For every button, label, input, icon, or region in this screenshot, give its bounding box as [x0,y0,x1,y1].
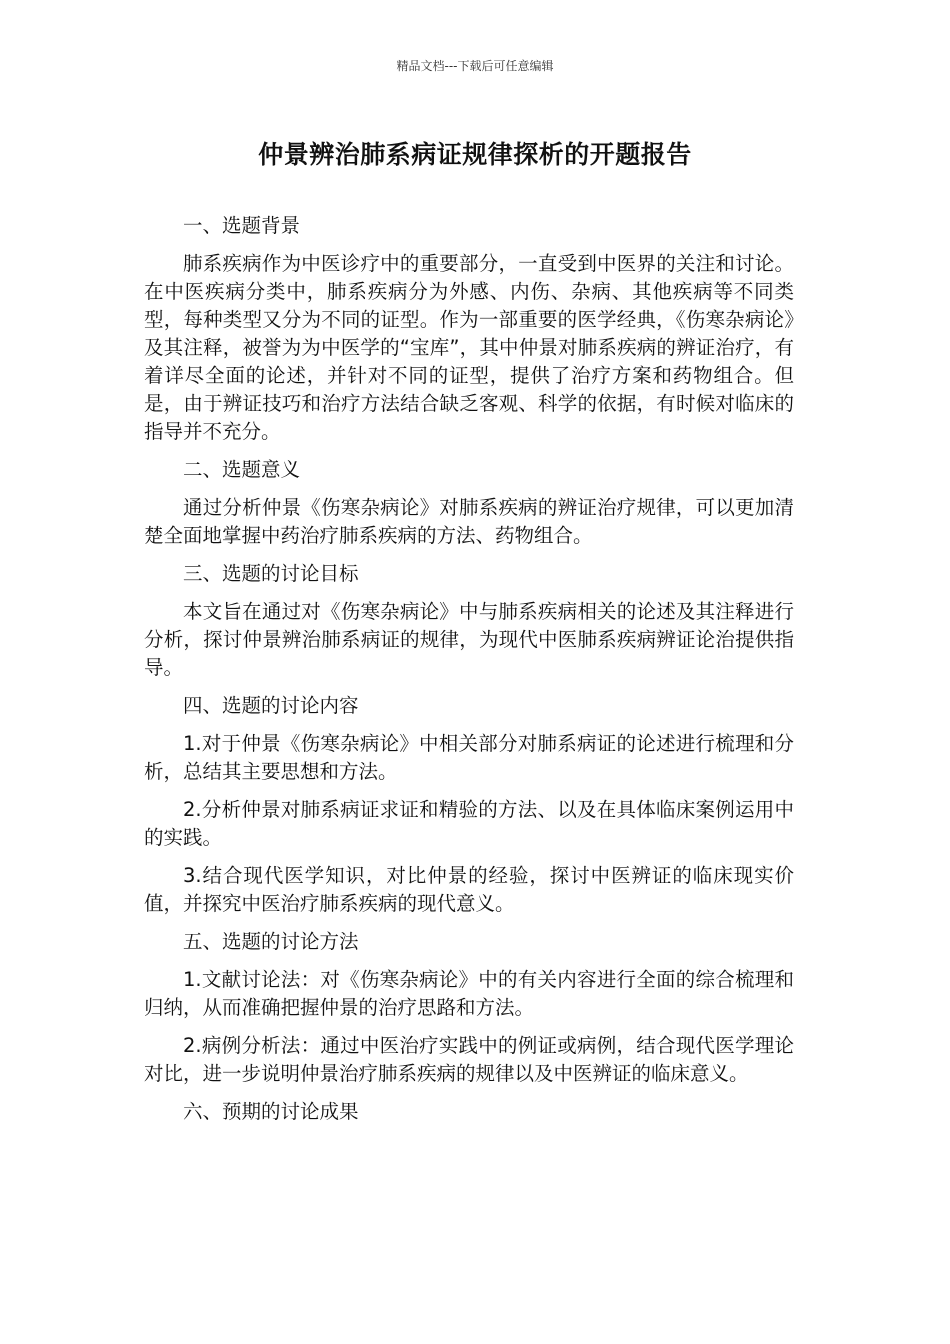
paragraph-content-item-1: 1.对于仲景《伤寒杂病论》中相关部分对肺系病证的论述进行梳理和分析，总结其主要思想和方法。 [144,732,794,783]
page-header-note: 精品文档---下载后可任意编辑 [396,59,554,73]
section-heading-methods: 五、选题的讨论方法 [183,930,359,953]
paragraph-methods-item-1: 1.文献讨论法：对《伤寒杂病论》中的有关内容进行全面的综合梳理和归纳，从而准确把握仲景的治疗思路和方法。 [144,968,794,1019]
section-heading-expected-results: 六、预期的讨论成果 [183,1100,359,1123]
document-title: 仲景辨治肺系病证规律探析的开题报告 [258,140,692,169]
document-body [144,212,794,1136]
paragraph-background: 肺系疾病作为中医诊疗中的重要部分，一直受到中医界的关注和讨论。在中医疾病分类中，肺系疾病分为外感、内伤、杂病、其他疾病等不同类型，每种类型又分为不同的证型。作为一部重要的医学经典，《伤寒杂病论》及其注释，被誉为为中医学的“宝库”，其中仲景对肺系疾病的辨证治疗，有着详尽全面的论述，并针对不同的证型，提供了治疗方案和药物组合。但是，由于辨证技巧和治疗方法结合缺乏客观、科学的依据，有时候对临床的指导并不充分。 [144,252,794,443]
paragraph-methods-item-2: 2.病例分析法：通过中医治疗实践中的例证或病例，结合现代医学理论对比，进一步说明仲景治疗肺系疾病的规律以及中医辨证的临床意义。 [144,1034,794,1085]
section-heading-significance: 二、选题意义 [183,458,301,481]
section-heading-background: 一、选题背景 [183,214,301,237]
section-heading-objectives: 三、选题的讨论目标 [183,562,359,585]
section-heading-content: 四、选题的讨论内容 [183,694,359,717]
paragraph-significance: 通过分析仲景《伤寒杂病论》对肺系疾病的辨证治疗规律，可以更加清楚全面地掌握中药治疗肺系疾病的方法、药物组合。 [144,496,794,547]
paragraph-objectives: 本文旨在通过对《伤寒杂病论》中与肺系疾病相关的论述及其注释进行分析，探讨仲景辨治肺系病证的规律，为现代中医肺系疾病辨证论治提供指导。 [144,600,794,679]
paragraph-content-item-3: 3.结合现代医学知识，对比仲景的经验，探讨中医辨证的临床现实价值，并探究中医治疗肺系疾病的现代意义。 [144,864,794,915]
paragraph-content-item-2: 2.分析仲景对肺系病证求证和精验的方法、以及在具体临床案例运用中的实践。 [144,798,794,849]
